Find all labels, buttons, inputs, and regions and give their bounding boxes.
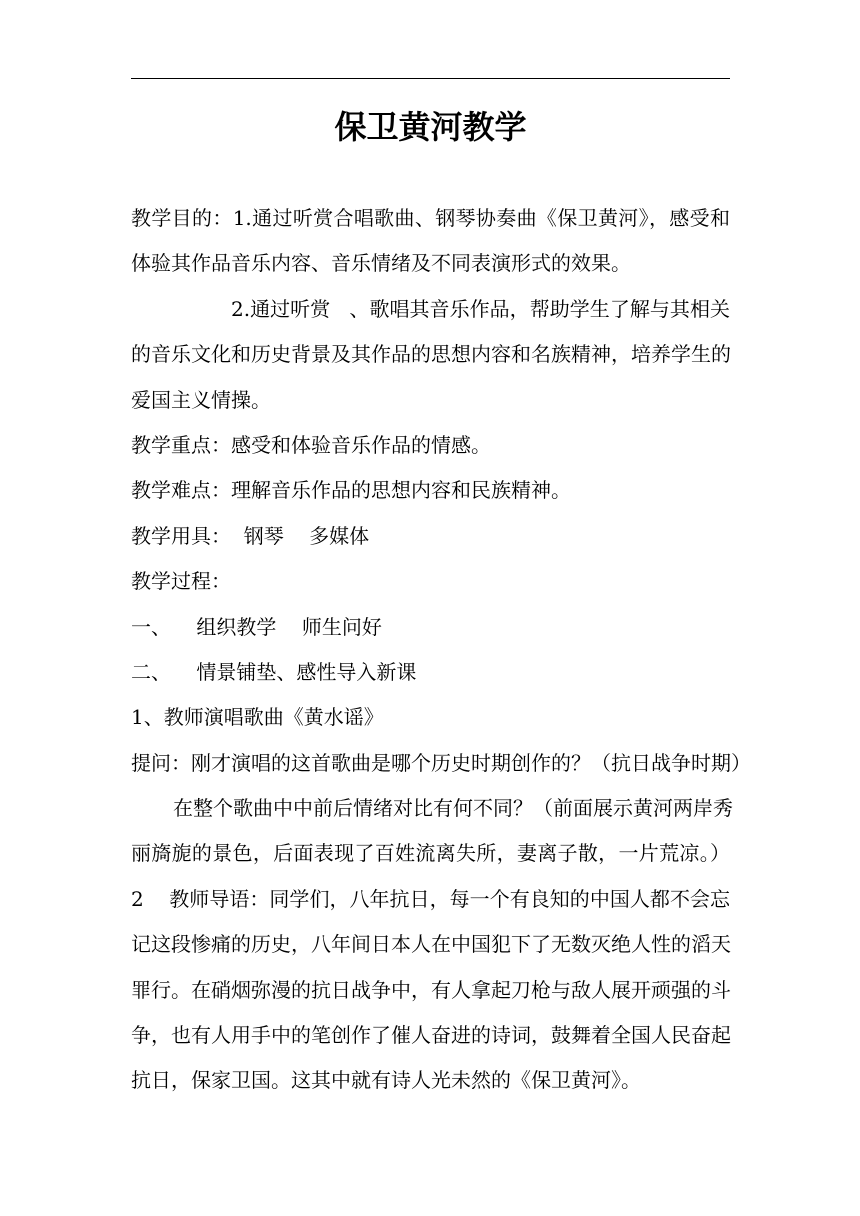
paragraph-line: 爱国主义情操。 <box>131 387 271 412</box>
paragraph-line: 抗日，保家卫国。这其中就有诗人光未然的《保卫黄河》。 <box>131 1068 641 1093</box>
paragraph-line: 1、教师演唱歌曲《黄水谣》 <box>131 705 384 730</box>
paragraph-line: 的音乐文化和历史背景及其作品的思想内容和名族精神，培养学生的 <box>131 342 731 367</box>
list-item: 二、 情景铺垫、感性导入新课 <box>131 659 417 684</box>
paragraph-line: 2.通过听赏 、歌唱其音乐作品，帮助学生了解与其相关 <box>231 296 730 321</box>
paragraph-line: 提问：刚才演唱的这首歌曲是哪个历史时期创作的？（抗日战争时期） <box>131 750 751 775</box>
paragraph-line: 体验其作品音乐内容、音乐情绪及不同表演形式的效果。 <box>131 251 631 276</box>
paragraph-line: 2 教师导语：同学们，八年抗日，每一个有良知的中国人都不会忘 <box>131 886 730 911</box>
paragraph-line: 教学用具： 钢琴 多媒体 <box>131 523 370 548</box>
document-title: 保卫黄河教学 <box>334 108 527 146</box>
paragraph-line: 教学目的：1.通过听赏合唱歌曲、钢琴协奏曲《保卫黄河》，感受和 <box>131 206 730 230</box>
document-body <box>131 198 751 1106</box>
paragraph-line: 教学重点：感受和体验音乐作品的情感。 <box>131 432 491 457</box>
list-item: 一、 组织教学 师生问好 <box>131 614 382 639</box>
paragraph-line: 记这段惨痛的历史，八年间日本人在中国犯下了无数灭绝人性的滔天 <box>131 932 731 957</box>
paragraph-line: 罪行。在硝烟弥漫的抗日战争中，有人拿起刀枪与敌人展开顽强的斗 <box>131 977 731 1002</box>
paragraph-line: 丽旖旎的景色，后面表现了百姓流离失所，妻离子散，一片荒凉。） <box>131 841 730 866</box>
paragraph-line: 教学过程： <box>131 569 231 594</box>
paragraph-line: 在整个歌曲中中前后情绪对比有何不同？（前面展示黄河两岸秀 <box>173 796 733 821</box>
paragraph-line: 教学难点：理解音乐作品的思想内容和民族精神。 <box>131 478 571 503</box>
paragraph-line: 争，也有人用手中的笔创作了催人奋进的诗词，鼓舞着全国人民奋起 <box>131 1023 731 1048</box>
header-rule <box>131 78 730 79</box>
